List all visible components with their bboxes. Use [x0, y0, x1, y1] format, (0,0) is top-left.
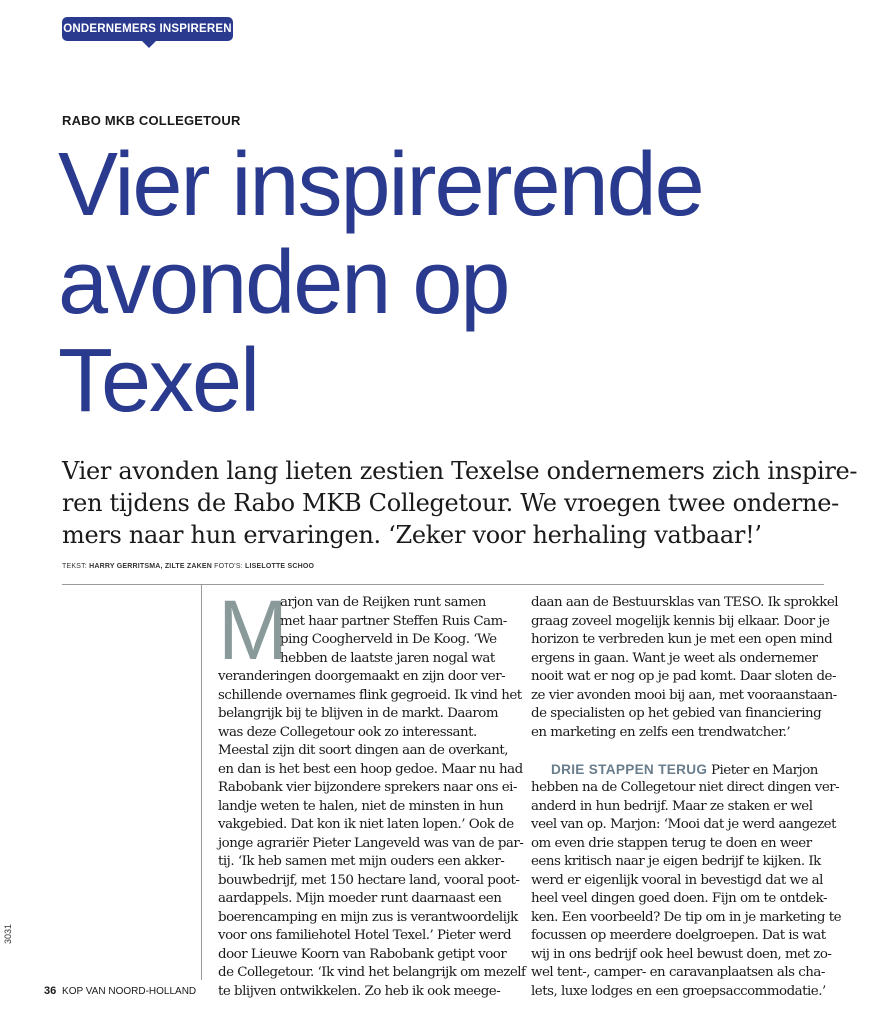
body-line: graag zoveel mogelijk kennis bij elkaar. Door je: [531, 613, 830, 629]
page-footer: [44, 985, 196, 997]
vertical-divider: [201, 585, 202, 980]
body-line: anderd in hun bedrijf. Maar ze staken er wel: [531, 798, 813, 814]
body-line: en dan is het best een hoop gedoe. Maar nu had: [218, 761, 523, 777]
paragraph-gap: [531, 742, 821, 761]
intro-paragraph: [62, 455, 858, 551]
body-line: aardappels. Mijn moeder runt daarnaast een: [218, 891, 502, 906]
credits: [62, 563, 314, 570]
body-line: ken. Een voorbeeld? De tip om in je marketing te: [531, 909, 842, 925]
body-line: de specialisten op het gebied van financiering: [531, 706, 822, 721]
body-line: [531, 761, 821, 780]
body-line: werd er eigenlijk vooral in bevestigd dat we al: [531, 872, 823, 888]
body-line: schillende overnames flink gegroeid. Ik vind het: [218, 687, 522, 703]
article-column-2: [531, 594, 842, 1001]
credits-photo-value: LISELOTTE SCHOO: [245, 563, 315, 570]
body-line: belangrijk bij te blijven in de markt. Daarom: [218, 706, 499, 721]
body-line: ping Coogherveld in De Koog. ‘We: [280, 632, 497, 647]
body-line: daan aan de Bestuursklas van TESO. Ik sprokkel: [531, 595, 839, 610]
drop-cap: M: [218, 583, 288, 677]
body-line: wel tent-, camper- en caravanplaatsen als cha-: [531, 965, 825, 980]
body-line: jonge agrariër Pieter Langeveld was van de par-: [218, 835, 524, 851]
intro-line: Vier avonden lang lieten zestien Texelse ondernemers zich inspire-: [62, 457, 858, 485]
body-line: veel van op. Marjon: ‘Mooi dat je werd aangezet: [531, 817, 836, 832]
horizontal-divider: [62, 584, 824, 585]
body-line: Meestal zijn dit soort dingen aan de overkant,: [218, 743, 508, 758]
body-line: eens kritisch naar je eigen bedrijf te kijken. Ik: [531, 854, 821, 869]
body-line: landje weten te halen, niet de minsten in hun: [218, 798, 504, 814]
body-line: vakgebied. Dat kon ik niet laten lopen.’ Ook de: [218, 817, 514, 832]
body-line: ze vier avonden mooi bij aan, met vooraanstaan-: [531, 687, 837, 703]
body-line: te blijven ontwikkelen. Zo heb ik ook meege-: [218, 983, 501, 999]
side-code: 3031: [3, 923, 13, 944]
body-line: met haar partner Steffen Ruis Cam-: [280, 613, 507, 629]
body-line: en marketing en zelfs een trendwatcher.’: [531, 724, 791, 740]
subhead-continuation: Pieter en Marjon: [707, 762, 818, 778]
credits-text-value: HARRY GERRITSMA, ZILTE ZAKEN: [89, 563, 213, 570]
body-line: heel veel dingen goed doen. Fijn om te ontdek-: [531, 891, 828, 906]
body-line: tij. ‘Ik heb samen met mijn ouders een akker-: [218, 854, 505, 869]
body-line: wij in ons bedrijf ook heel bewust doen, met zo-: [531, 946, 832, 962]
headline-line: Vier inspirerende: [58, 135, 703, 235]
publication-name: KOP VAN NOORD-HOLLAND: [62, 986, 197, 997]
body-line: door Lieuwe Koorn van Rabobank getipt voor: [218, 946, 507, 962]
body-line: focussen op meerdere doelgroepen. Dat is wat: [531, 928, 826, 943]
body-line: voor ons familiehotel Hotel Texel.’ Pieter werd: [218, 928, 512, 943]
kicker: RABO MKB COLLEGETOUR: [62, 113, 241, 128]
body-line: hebben na de Collegetour niet direct dingen ver-: [531, 780, 840, 795]
body-line: om even drie stappen terug te doen en weer: [531, 835, 812, 851]
article-column-1: [218, 583, 526, 1001]
body-line: ergens in gaan. Want je weet als ondernemer: [531, 650, 818, 666]
headline-line: avonden op: [58, 233, 509, 333]
body-line: nooit wat er nog op je pad komt. Daar sloten de-: [531, 669, 837, 684]
subhead: DRIE STAPPEN TERUG: [551, 761, 708, 777]
page-number: 36: [44, 985, 57, 997]
body-line: horizon te verbreden kun je met een open mind: [531, 632, 833, 647]
section-tag: [62, 17, 233, 41]
body-line: arjon van de Reijken runt samen: [280, 595, 486, 610]
body-line: boerencamping en mijn zus is verantwoordelijk: [218, 909, 518, 925]
body-line: bouwbedrijf, met 150 hectare land, vooral poot-: [218, 872, 520, 888]
body-line: hebben de laatste jaren nogal wat: [280, 650, 495, 666]
body-line: lets, luxe lodges en een groepsaccommodatie.’: [531, 983, 826, 999]
headline-line: Texel: [58, 331, 259, 431]
section-tag-label: ONDERNEMERS INSPIREREN: [63, 23, 232, 35]
section-tag-pointer: [142, 41, 156, 48]
credits-text-label: TEKST:: [62, 563, 87, 570]
body-line: was deze Collegetour ook zo interessant.: [218, 724, 477, 740]
intro-line: mers naar hun ervaringen. ‘Zeker voor herhaling vatbaar!’: [62, 521, 762, 549]
intro-line: ren tijdens de Rabo MKB Collegetour. We vroegen twee onderne-: [62, 489, 839, 517]
credits-photo-label: FOTO'S:: [214, 563, 243, 570]
body-line: de Collegetour. ‘Ik vind het belangrijk om mezelf: [218, 965, 526, 980]
headline: [58, 136, 858, 430]
body-line: Rabobank vier bijzondere sprekers naar ons ei-: [218, 780, 517, 795]
body-line: veranderingen doorgemaakt en zijn door ver-: [218, 669, 506, 684]
